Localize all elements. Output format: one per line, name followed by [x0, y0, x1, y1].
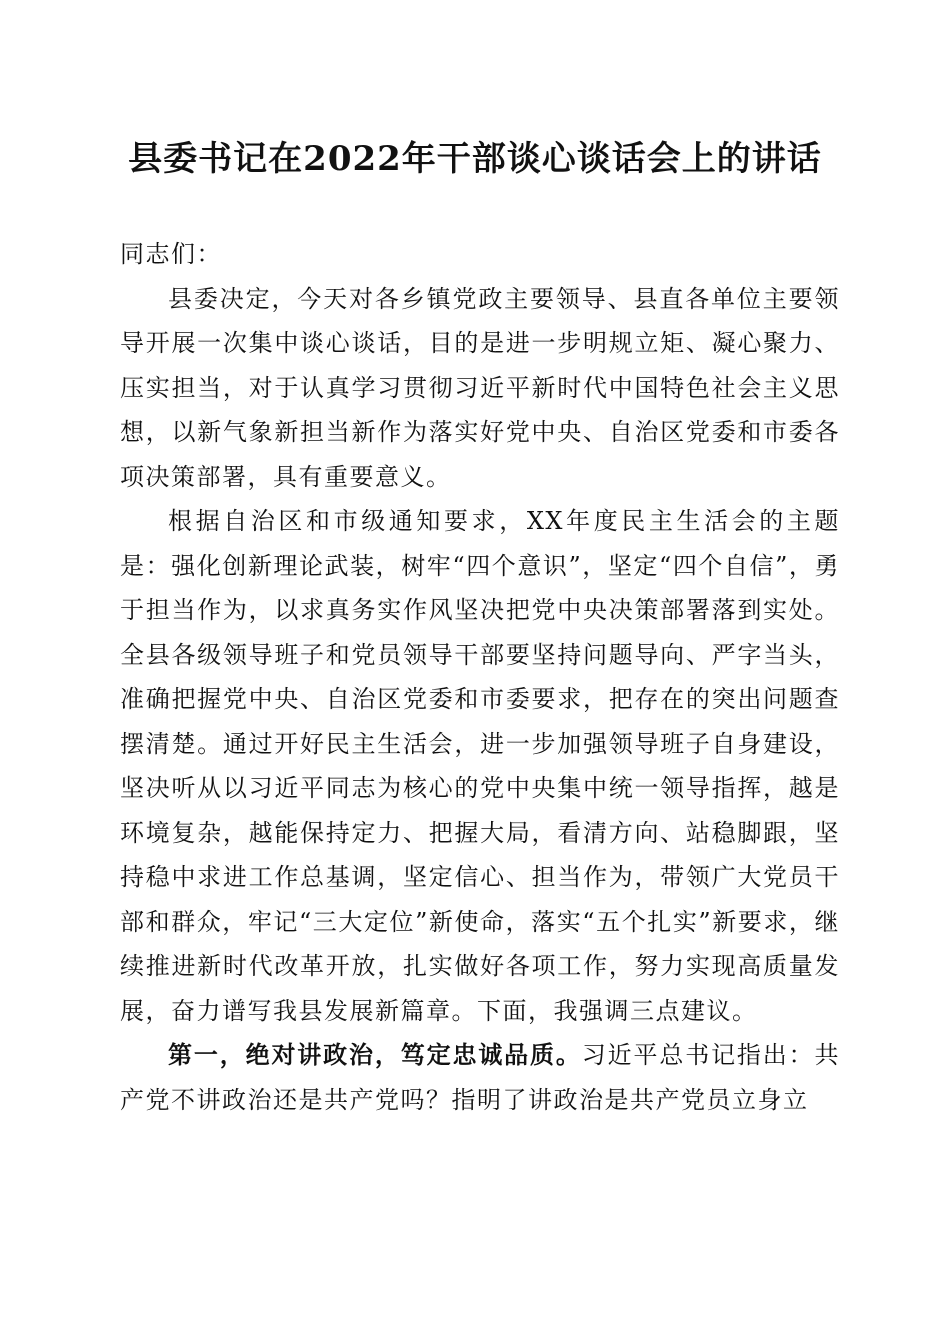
paragraph-theme: 根据自治区和市级通知要求，XX年度民主生活会的主题是：强化创新理论武装，树牢“四个意识”，坚定“四个自信”，勇于担当作为，以求真务实作风坚决把党中央决策部署落到实处。全县各级领导班子和党员领导干部要坚持问题导向、严字当头，准确把握党中央、自治区党委和市委要求，把存在的突出问题查摆清楚。通过开好民主生活会，进一步加强领导班子自身建设，坚决听从以习近平同志为核心的党中央集中统一领导指挥，越是环境复杂，越能保持定力、把握大局，看清方向、站稳脚跟，坚持稳中求进工作总基调，坚定信心、担当作为，带领广大党员干部和群众，牢记“三大定位”新使命，落实“五个扎实”新要求，继续推进新时代改革开放，扎实做好各项工作，努力实现高质量发展，奋力谱写我县发展新篇章。下面，我强调三点建议。 — [120, 507, 840, 1025]
paragraph-point-one — [120, 1033, 840, 1122]
document-body — [120, 232, 840, 1122]
paragraph-decision: 县委决定，今天对各乡镇党政主要领导、县直各单位主要领导开展一次集中谈心谈话，目的是进一步明规立矩、凝心聚力、压实担当，对于认真学习贯彻习近平新时代中国特色社会主义思想，以新气象新担当新作为落实好党中央、自治区党委和市委各项决策部署，具有重要意义。 — [120, 284, 840, 491]
point-one-heading: 第一，绝对讲政治，笃定忠诚品质。 — [168, 1040, 582, 1069]
point-one-text: 习近平总书记指出：共产党不讲政治还是共产党吗？指明了讲政治是共产党员立身立 — [120, 1041, 841, 1114]
salutation: 同志们： — [120, 240, 222, 268]
document-title: 县委书记在2022年干部谈心谈话会上的讲话 — [128, 139, 822, 179]
